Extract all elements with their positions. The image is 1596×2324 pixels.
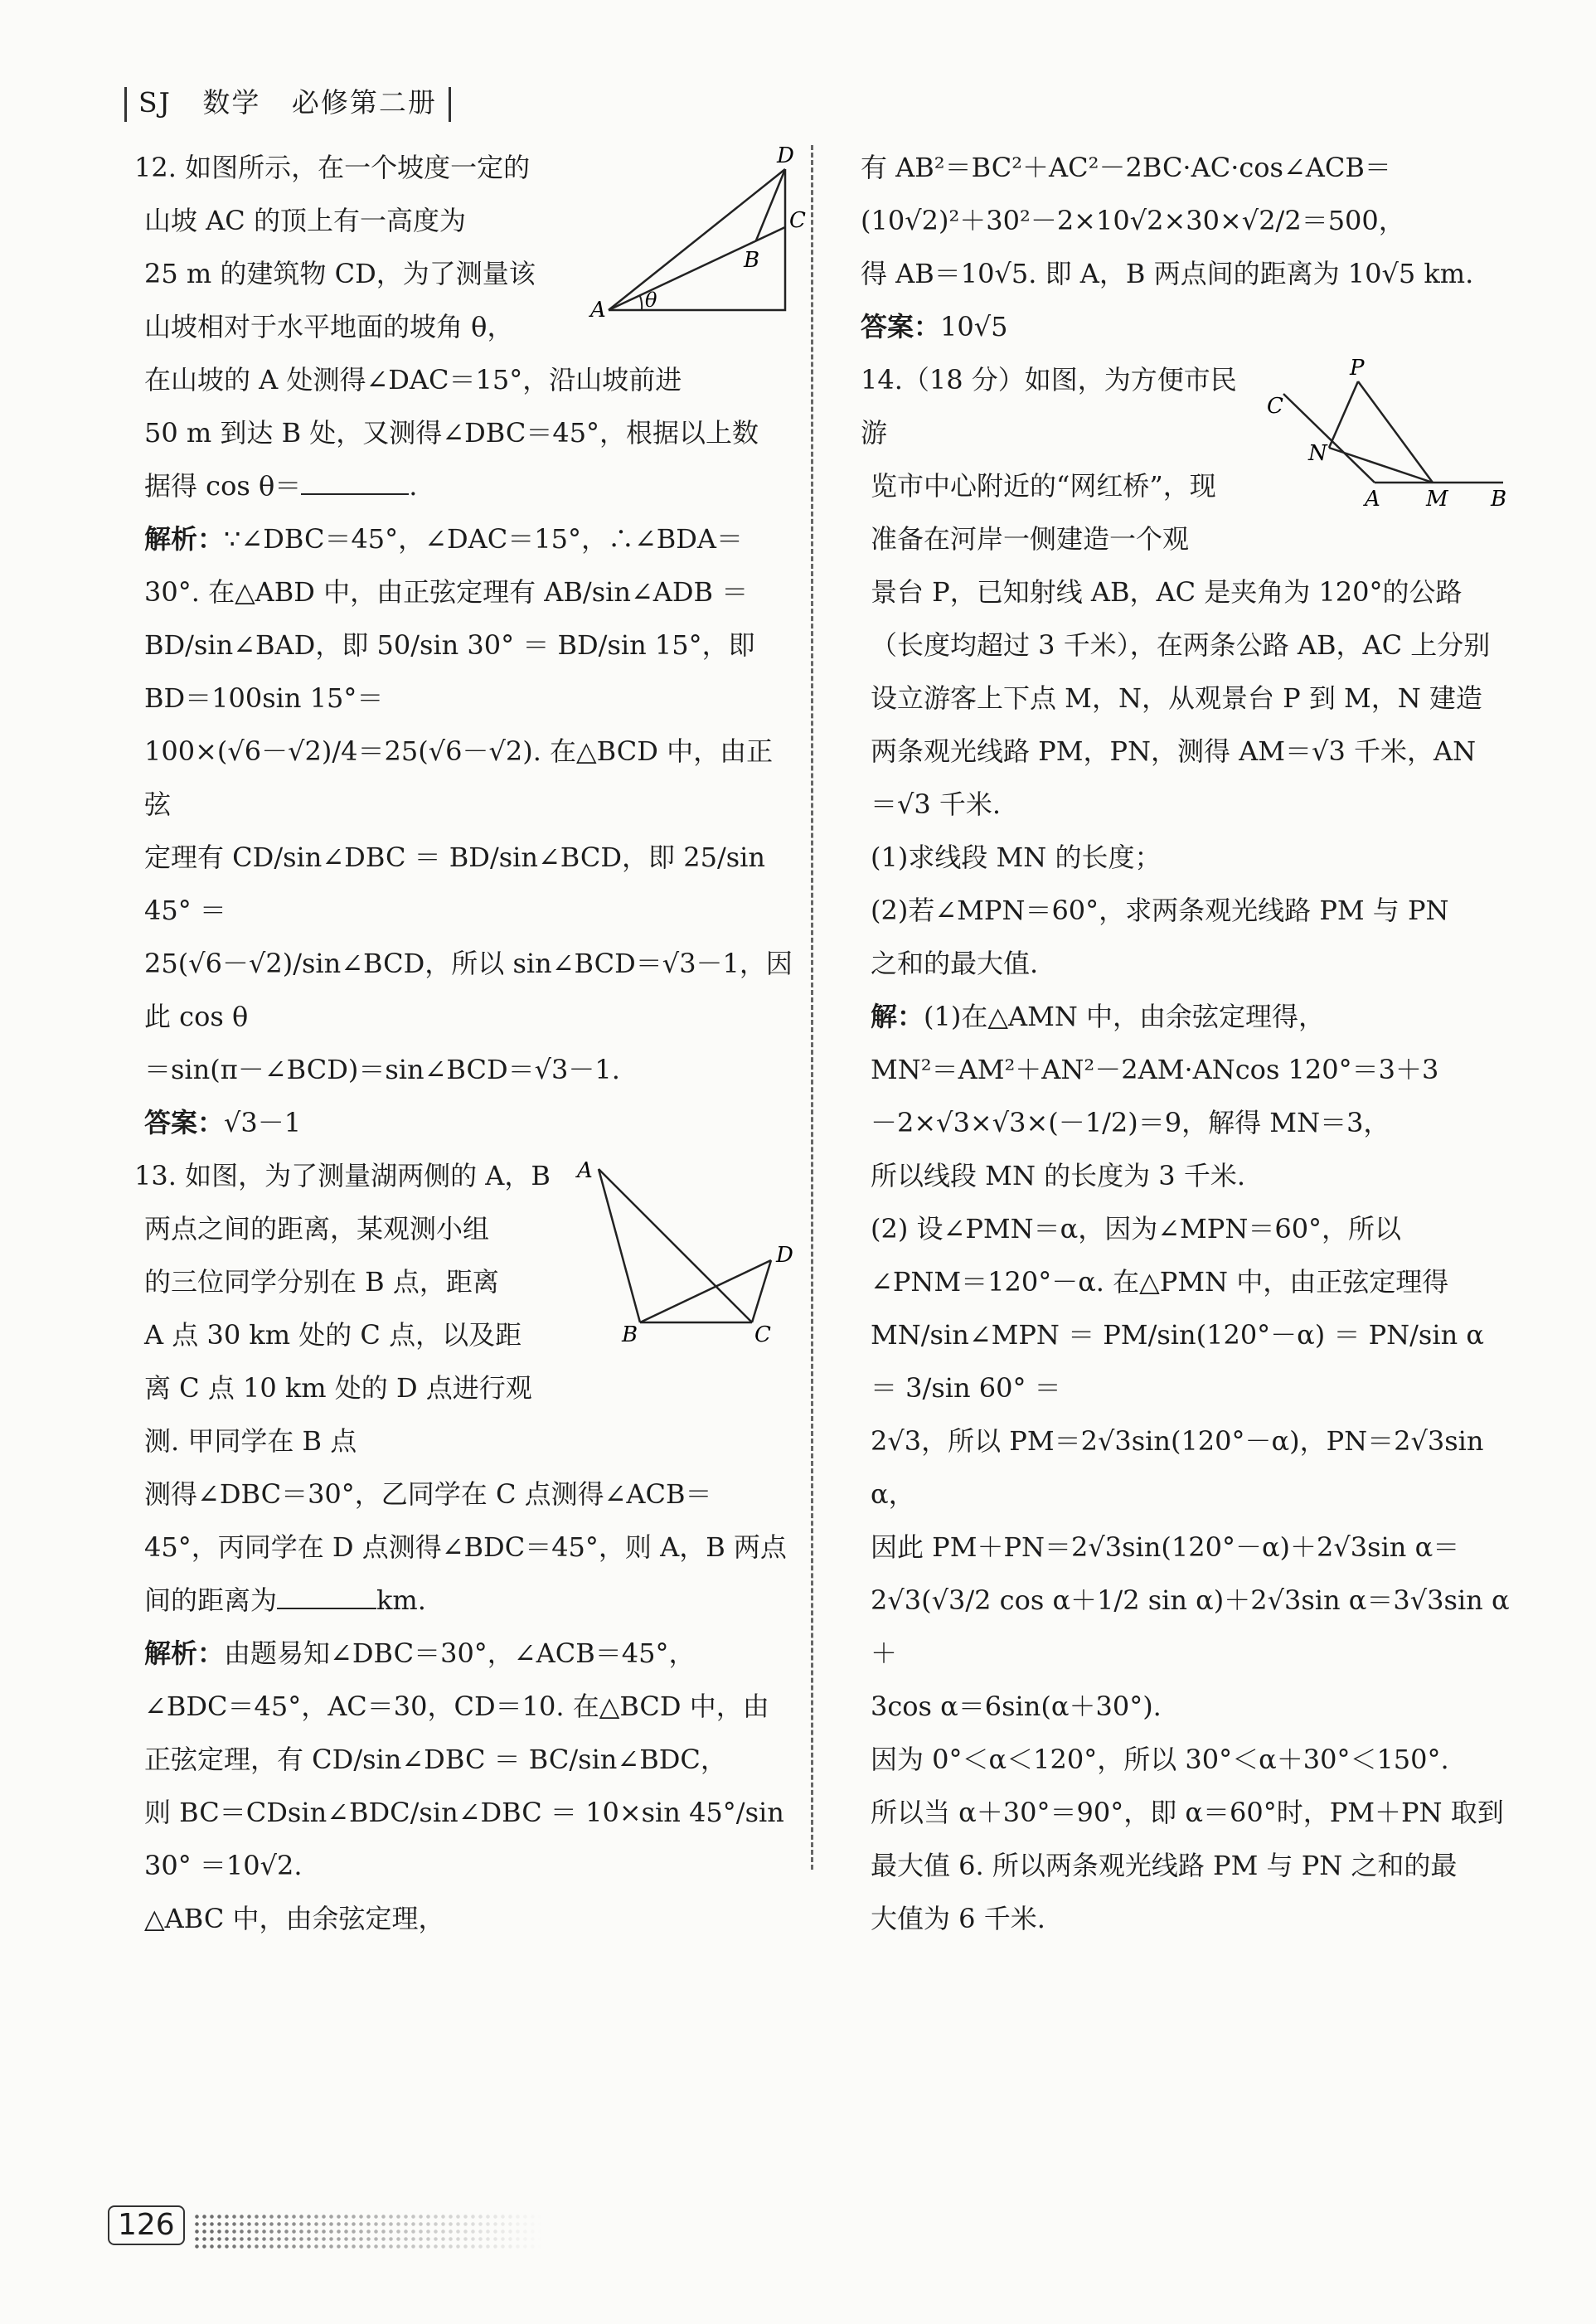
q13-line: 45°，丙同学在 D 点测得∠BDC＝45°，则 A，B 两点	[144, 1531, 787, 1563]
q12-line: 山坡相对于水平地面的坡角 θ，	[144, 311, 514, 342]
q12-sol-label: 解析：	[144, 523, 225, 555]
q13-sol-label: 解析：	[144, 1637, 225, 1669]
q14-label-M: M	[1426, 487, 1448, 512]
q14-line: 览市中心附近的“网红桥”，现	[871, 470, 1216, 502]
q13-last-post: km.	[376, 1584, 426, 1616]
q12-line: 50 m 到达 B 处，又测得∠DBC＝45°，根据以上数	[144, 417, 759, 449]
footer-dot-pattern	[193, 2213, 541, 2249]
q13-cont-line: (10√2)²＋30²－2×10√2×30×√2/2＝500，	[861, 205, 1405, 236]
q14-label-A: A	[1365, 487, 1380, 512]
page-header	[113, 81, 463, 122]
q12-label-A: A	[590, 298, 606, 323]
q12-line: 25 m 的建筑物 CD，为了测量该	[144, 258, 536, 289]
q14-line: 14.（18 分）如图，为方便市民游	[861, 364, 1237, 449]
q13-ans-value: 10√5	[940, 311, 1008, 342]
q13-label-A: A	[577, 1158, 593, 1183]
q12-ans-label: 答案：	[144, 1107, 225, 1138]
q12-sol-text: ∵∠DBC＝45°，∠DAC＝15°，∴∠BDA＝	[224, 523, 744, 555]
left-column	[134, 141, 806, 1945]
q13-answer	[861, 300, 1516, 353]
q14-label-P: P	[1350, 356, 1365, 381]
q12-solution-line: 25(√6－√2)/sin∠BCD，所以 sin∠BCD＝√3－1，因此 cos θ	[144, 948, 793, 1032]
q14-solution-line: 大值为 6 千米.	[871, 1903, 1045, 1934]
q14-solution-line: －2×√3×√3×(－1/2)＝9，解得 MN＝3，	[871, 1107, 1390, 1138]
q14-line: ＝√3 千米.	[871, 788, 1002, 820]
q12-solution-line: 30°. 在△ABD 中，由正弦定理有 AB/sin∠ADB ＝	[144, 576, 749, 608]
q13-last-pre: 间的距离为	[144, 1584, 278, 1616]
header-book: 必修第二册	[291, 86, 437, 119]
q14-line: 两条观光线路 PM，PN，测得 AM＝√3 千米，AN	[871, 735, 1477, 767]
q13-solution-line: ∠BDC＝45°，AC＝30，CD＝10. 在△BCD 中，由	[144, 1691, 769, 1722]
q13-solution-line	[134, 1627, 798, 1680]
q13-line: 13. 如图，为了测量湖两侧的 A，B	[134, 1160, 551, 1191]
q13-cont-line: 得 AB＝10√5. 即 A，B 两点间的距离为 10√5 km.	[861, 258, 1474, 289]
q14-label-B: B	[1491, 487, 1507, 512]
q12-line-last: 据得 cos θ＝ .	[144, 470, 418, 502]
q12-solution-line	[134, 512, 798, 565]
column-divider	[811, 145, 813, 1870]
page-number: 126	[108, 2205, 185, 2245]
q14-solution-line: 3cos α＝6sin(α＋30°).	[871, 1691, 1162, 1722]
q14-sol-label: 解：	[871, 1001, 924, 1032]
q12-answer-blank	[301, 468, 409, 495]
q14-solution-line: 最大值 6. 所以两条观光线路 PM 与 PN 之和的最	[871, 1850, 1458, 1881]
q14-solution-line: 2√3，所以 PM＝2√3sin(120°－α)，PN＝2√3sin α，	[871, 1425, 1484, 1510]
header-subject: 数学	[202, 86, 261, 119]
q12-solution-line: 100×(√6－√2)/4＝25(√6－√2). 在△BCD 中，由正弦	[144, 735, 774, 820]
q12-figure	[590, 143, 806, 336]
q12-solution-line: 定理有 CD/sin∠DBC ＝ BD/sin∠BCD，即 25/sin 45° ＝	[144, 842, 765, 926]
header-bar-left	[124, 87, 127, 122]
q14-solution-line: 所以线段 MN 的长度为 3 千米.	[871, 1160, 1245, 1191]
q13-ans-label: 答案：	[861, 311, 941, 342]
question-13	[134, 1149, 798, 1945]
q13-figure	[574, 1152, 798, 1361]
q12-label-D: D	[777, 143, 794, 168]
q14-solution-line: 因为 0°＜α＜120°，所以 30°＜α＋30°＜150°.	[871, 1744, 1449, 1775]
q13-line: 离 C 点 10 km 处的 D 点进行观测. 甲同学在 B 点	[144, 1372, 532, 1457]
q13-label-C: C	[754, 1322, 771, 1347]
q14-line: (1)求线段 MN 的长度；	[871, 842, 1162, 873]
q13-cont-line: 有 AB²＝BC²＋AC²－2BC·AC·cos∠ACB＝	[861, 152, 1391, 183]
q12-label-C: C	[789, 208, 806, 233]
page-footer	[108, 2205, 541, 2249]
q12-label-B: B	[744, 248, 760, 273]
q12-line: 山坡 AC 的顶上有一高度为	[144, 205, 466, 236]
q14-solution-line	[861, 990, 1516, 1043]
question-12	[134, 141, 806, 1149]
q14-line: 景台 P，已知射线 AB，AC 是夹角为 120°的公路	[871, 576, 1463, 608]
q14-label-C: C	[1267, 394, 1283, 419]
q14-line: 准备在河岸一侧建造一个观	[871, 523, 1190, 555]
header-bar-right	[449, 87, 451, 122]
q14-solution-line: MN²＝AM²＋AN²－2AM·ANcos 120°＝3＋3	[871, 1054, 1439, 1085]
q14-solution-line: 因此 PM＋PN＝2√3sin(120°－α)＋2√3sin α＝	[871, 1531, 1460, 1563]
q13-solution-line: △ABC 中，由余弦定理，	[144, 1903, 445, 1934]
q13-label-D: D	[776, 1243, 793, 1268]
question-14	[861, 353, 1516, 1945]
q12-answer	[134, 1096, 798, 1149]
q14-solution-line: 2√3(√3/2 cos α＋1/2 sin α)＋2√3sin α＝3√3sin α＋	[871, 1584, 1510, 1669]
q14-solution-line: (2) 设∠PMN＝α，因为∠MPN＝60°，所以	[871, 1213, 1402, 1244]
q14-figure	[1267, 357, 1516, 531]
q13-line: 测得∠DBC＝30°，乙同学在 C 点测得∠ACB＝	[144, 1478, 712, 1510]
header-series: SJ	[138, 86, 172, 119]
q14-solution-line: ∠PNM＝120°－α. 在△PMN 中，由正弦定理得	[871, 1266, 1449, 1298]
q13-line: 的三位同学分别在 B 点，距离	[144, 1266, 499, 1298]
q12-line: 12. 如图所示，在一个坡度一定的	[134, 152, 531, 183]
q13-line: A 点 30 km 处的 C 点，以及距	[144, 1319, 522, 1351]
q13-answer-blank	[277, 1583, 376, 1609]
q13-label-B: B	[622, 1322, 638, 1347]
q13-continuation	[861, 141, 1516, 353]
q12-solution-line: ＝sin(π－∠BCD)＝sin∠BCD＝√3－1.	[144, 1054, 620, 1085]
q14-line: 之和的最大值.	[871, 948, 1039, 979]
q13-sol-text: 由题易知∠DBC＝30°，∠ACB＝45°，	[224, 1637, 696, 1669]
q14-solution-line: 所以当 α＋30°＝90°，即 α＝60°时，PM＋PN 取到	[871, 1797, 1504, 1828]
q14-sol-text: (1)在△AMN 中，由余弦定理得，	[924, 1001, 1326, 1032]
q13-solution-line: 正弦定理，有 CD/sin∠DBC ＝ BC/sin∠BDC，	[144, 1744, 727, 1775]
q14-label-N: N	[1308, 441, 1327, 466]
q12-line: 在山坡的 A 处测得∠DAC＝15°，沿山坡前进	[144, 364, 682, 395]
q14-solution-line: MN/sin∠MPN ＝ PM/sin(120°－α) ＝ PN/sin α ＝ 3/sin 60° ＝	[871, 1319, 1484, 1404]
q14-line: 设立游客上下点 M，N，从观景台 P 到 M，N 建造	[871, 682, 1482, 714]
q13-solution-line: 则 BC＝CDsin∠BDC/sin∠DBC ＝ 10×sin 45°/sin 30° ＝10√2.	[144, 1797, 784, 1881]
q14-line: （长度均超过 3 千米），在两条公路 AB，AC 上分别	[871, 629, 1491, 661]
q14-line: (2)若∠MPN＝60°，求两条观光线路 PM 与 PN	[871, 895, 1449, 926]
q12-last-text: 据得 cos θ＝	[144, 470, 302, 502]
q12-solution-line: BD/sin∠BAD，即 50/sin 30° ＝ BD/sin 15°，即 BD＝100sin 15°＝	[144, 629, 755, 714]
q12-label-theta: θ	[645, 289, 657, 312]
right-column	[861, 141, 1516, 1945]
q13-line: 两点之间的距离，某观测小组	[144, 1213, 490, 1244]
q13-line-last	[134, 1574, 798, 1627]
q12-ans-value: √3－1	[224, 1107, 302, 1138]
